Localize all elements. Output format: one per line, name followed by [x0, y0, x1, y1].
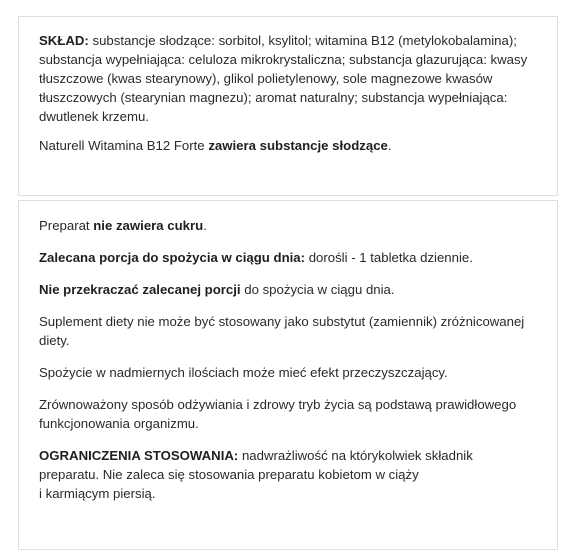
contraindications-line-3: i karmiącym piersią. [39, 486, 156, 501]
contraindications-line-2: preparatu. Nie zaleca się stosowania preparatu kobietom w ciąży [39, 467, 419, 482]
dose-warning [39, 280, 537, 299]
sweetener-note [39, 136, 537, 155]
sugar-note-bold: nie zawiera cukru [93, 218, 204, 233]
sugar-note-suffix: . [203, 218, 207, 233]
composition-panel [18, 16, 558, 196]
sweetener-note-suffix: . [387, 138, 392, 153]
dosage-note [39, 248, 537, 267]
laxative-note: Spożycie w nadmiernych ilościach może mieć efekt przeczyszczający. [39, 365, 448, 380]
dosage-text: dorośli - 1 tabletka dziennie. [305, 250, 473, 265]
lifestyle-note: Zrównoważony sposób odżywiania i zdrowy tryb życia są podstawą prawidłowego funkcjonowania organizmu. [39, 397, 517, 431]
usage-panel [18, 200, 558, 550]
composition-label: SKŁAD: [39, 33, 89, 48]
sweetener-note-bold: zawiera substancje słodzące [208, 138, 388, 153]
dosage-label: Zalecana porcja do spożycia w ciągu dnia: [39, 250, 306, 265]
sweetener-note-prefix: Naturell Witamina B12 Forte [39, 138, 209, 153]
contraindications [39, 446, 537, 503]
dose-warning-text: do spożycia w ciągu dnia. [240, 282, 395, 297]
composition-paragraph [39, 31, 537, 126]
contraindications-line-1: nadwrażliwość na którykolwiek składnik [238, 448, 473, 463]
dose-warning-bold: Nie przekraczać zalecanej porcji [39, 282, 241, 297]
sugar-note-prefix: Preparat [39, 218, 94, 233]
sugar-note [39, 216, 537, 235]
supplement-note: Suplement diety nie może być stosowany jako substytut (zamiennik) zróżnicowanej diety. [39, 314, 525, 348]
composition-text: substancje słodzące: sorbitol, ksylitol; witamina B12 (metylokobalamina); substancja wypełniająca: celuloza mikrokrystaliczna; substancja glazurująca: kwasy tłuszczowe (kwas stearynowy), glikol polietylenowy, sole magnezowe kwasów tłuszczowych (stearynian magnezu); aromat naturalny; substancja wypełniająca: dwutlenek krzemu. [39, 33, 528, 124]
contraindications-label: OGRANICZENIA STOSOWANIA: [39, 448, 239, 463]
